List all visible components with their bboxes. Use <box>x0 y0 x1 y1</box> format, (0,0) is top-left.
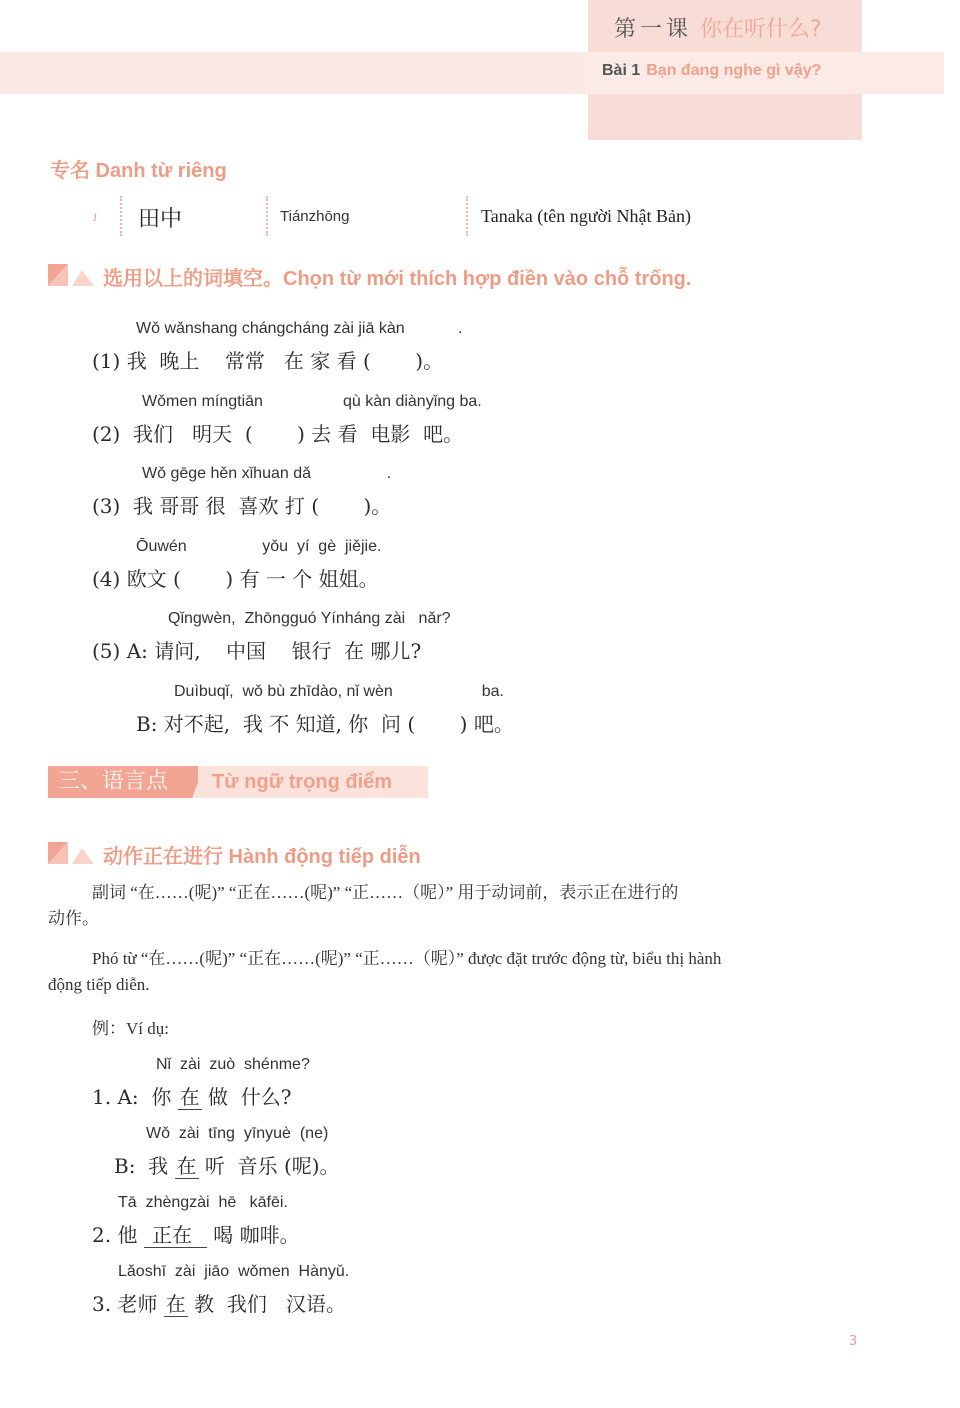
example-3-pinyin: Lǎoshī zài jiāo wǒmen Hànyǔ. <box>118 1263 350 1280</box>
lesson-name-cn: 你在听什么? <box>700 17 822 42</box>
page-number: 3 <box>849 1334 858 1349</box>
vocab-pinyin: Tiánzhōng <box>280 208 350 225</box>
example-text: 3. 老师 <box>92 1292 164 1316</box>
explanation-vi-line1: Phó từ “在……(呢)” “正在……(呢)” “正……（呢）” được đặt trước động từ, biểu thị hành <box>92 949 722 968</box>
example-text: 2. 他 <box>92 1223 144 1247</box>
vocab-hanzi: 田中 <box>138 207 183 232</box>
exercise-5b-hanzi: B: 对不起, 我 不 知道, 你 问 ( ) 吧。 <box>136 712 514 736</box>
exercise-title-cn: 选用以上的词填空。 <box>103 268 283 290</box>
grammar-subtitle: 动作正在进行 Hành động tiếp diễn <box>103 846 421 868</box>
underlined-word: 在 <box>179 1085 200 1109</box>
exercise-5a-hanzi: (5) A: 请问, 中国 银行 在 哪儿? <box>92 639 422 663</box>
example-2-pinyin: Tā zhèngzài hē kāfēi. <box>118 1194 288 1211</box>
exercise-1-pinyin: Wǒ wǎnshang chángcháng zài jiā kàn . <box>136 320 463 337</box>
vocab-meaning: Tanaka (tên người Nhật Bản) <box>481 206 691 226</box>
lesson-number-vi: Bài 1 <box>602 62 641 79</box>
exercise-5b-pinyin: Duìbuqǐ, wǒ bù zhīdào, nǐ wèn ba. <box>174 683 504 700</box>
dotted-divider <box>466 196 468 236</box>
language-points-banner <box>48 766 428 798</box>
example-label: 例：Ví dụ: <box>92 1019 169 1038</box>
example-text: 做 什么? <box>201 1085 292 1109</box>
exercise-4-pinyin: Ōuwén yǒu yí gè jiějie. <box>136 538 382 555</box>
dotted-divider <box>266 196 268 236</box>
exercise-1-hanzi: (1) 我 晚上 常常 在 家 看 ( )。 <box>92 349 444 373</box>
dotted-divider <box>120 196 122 236</box>
lesson-title-vi <box>602 62 821 80</box>
example-text: 教 我们 汉语。 <box>187 1292 346 1316</box>
exercise-5a-pinyin: Qǐngwèn, Zhōngguó Yínháng zài nǎr? <box>168 610 451 627</box>
vocab-row <box>90 196 790 236</box>
banner-vi: Từ ngữ trọng điểm <box>198 766 428 798</box>
lesson-number-cn: 第一课 <box>614 17 693 42</box>
exercise-title-vi: Chọn từ mới thích hợp điền vào chỗ trống. <box>283 268 692 290</box>
lesson-title-cn <box>614 12 822 43</box>
explanation-cn-line2: 动作。 <box>48 909 99 928</box>
underlined-word: 正在 <box>145 1223 205 1247</box>
explanation-vi-line2: động tiếp diễn. <box>48 975 150 994</box>
explanation-cn-line1: 副词 “在……(呢)” “正在……(呢)” “正……（呢）” 用于动词前，表示正在进行的 <box>92 883 679 902</box>
section-triangle-icon <box>48 842 94 864</box>
vocab-number: 1 <box>92 210 98 224</box>
exercise-3-hanzi: (3) 我 哥哥 很 喜欢 打 ( )。 <box>92 494 392 518</box>
exercise-2-hanzi: (2) 我们 明天 ( ) 去 看 电影 吧。 <box>92 422 464 446</box>
example-text: 喝 咖啡。 <box>206 1223 300 1247</box>
example-2-hanzi <box>92 1219 300 1248</box>
example-1b-pinyin: Wǒ zài tīng yīnyuè (ne) <box>146 1125 329 1142</box>
proper-nouns-title: 专名 Danh từ riêng <box>50 160 227 182</box>
lesson-name-vi: Bạn đang nghe gì vậy? <box>646 62 822 79</box>
exercise-4-hanzi: (4) 欧文 ( ) 有 一 个 姐姐。 <box>92 567 379 591</box>
banner-cn: 三、语言点 <box>48 766 198 798</box>
exercise-title <box>103 262 691 291</box>
exercise-3-pinyin: Wǒ gēge hěn xǐhuan dǎ . <box>142 465 392 482</box>
example-1a-hanzi <box>92 1081 292 1110</box>
example-text: 听 音乐 (呢)。 <box>198 1154 340 1178</box>
exercise-2-pinyin: Wǒmen míngtiān qù kàn diànyǐng ba. <box>142 393 482 410</box>
underlined-word: 在 <box>176 1154 197 1178</box>
example-text: B: 我 <box>114 1154 175 1178</box>
example-1a-pinyin: Nǐ zài zuò shénme? <box>156 1056 310 1073</box>
example-text: 1. A: 你 <box>92 1085 178 1109</box>
example-1b-hanzi <box>114 1150 340 1179</box>
example-3-hanzi <box>92 1288 346 1317</box>
underlined-word: 在 <box>165 1292 186 1316</box>
section-triangle-icon <box>48 264 94 286</box>
